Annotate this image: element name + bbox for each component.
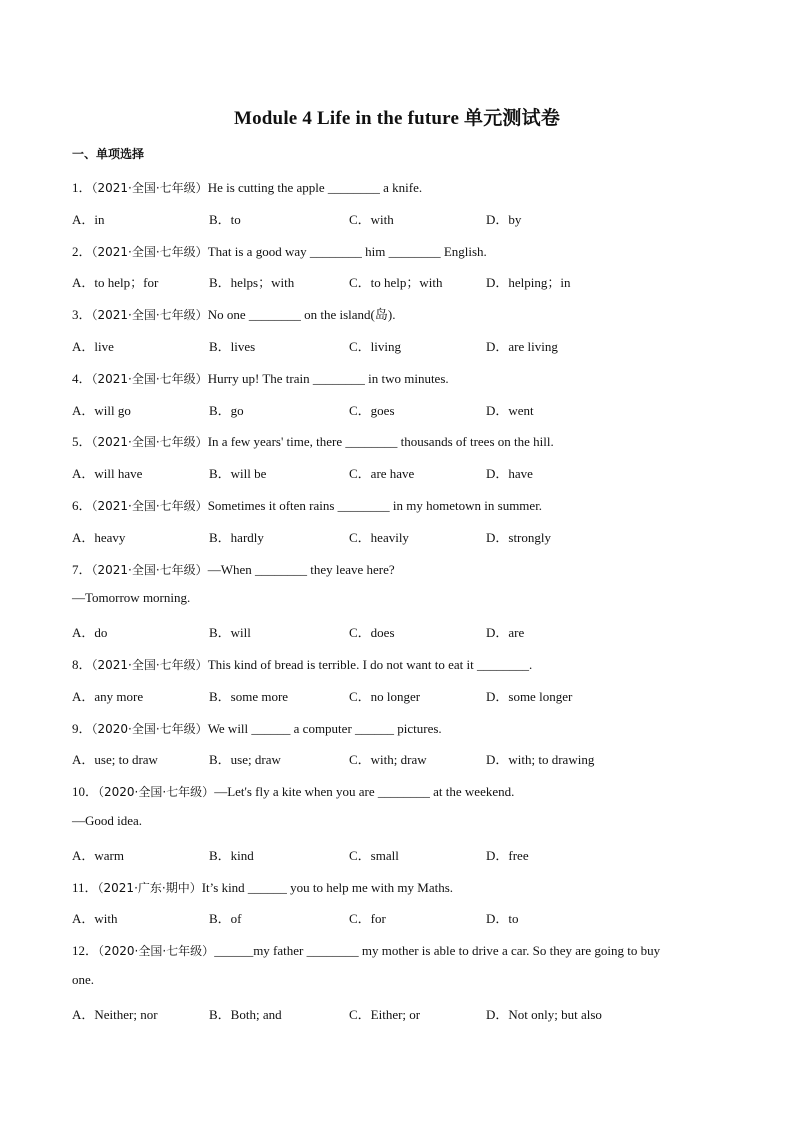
- question-number: 4．: [72, 370, 92, 386]
- question-stem: [72, 940, 660, 959]
- answer-option: A．heavy: [72, 529, 126, 545]
- answer-option: A．Neither; nor: [72, 1006, 158, 1022]
- answer-option: B．kind: [209, 847, 254, 863]
- question-number: 11．: [72, 879, 98, 895]
- section-heading: 一、单项选择: [72, 147, 145, 161]
- answer-option: B．will be: [209, 466, 267, 482]
- answer-option: B．will: [209, 625, 251, 641]
- answer-option: D．with; to drawing: [486, 752, 595, 768]
- answer-option: B．to: [209, 211, 241, 227]
- question-source: （2021·全国·七年级）: [91, 181, 208, 195]
- answer-option: D．helping；in: [486, 275, 571, 291]
- answer-option: B．hardly: [209, 529, 264, 545]
- question-text: That is a good way ________ him ________ English.: [207, 243, 487, 259]
- answer-option: C．small: [349, 847, 399, 863]
- question-source: （2021·全国·七年级）: [91, 371, 208, 386]
- question-text: He is cutting the apple ________ a knife.: [207, 180, 423, 195]
- question-number: 1．: [72, 180, 92, 195]
- answer-option: B．use; draw: [209, 752, 281, 768]
- question-stem: [72, 495, 542, 514]
- question-source: （2020·全国·七年级）: [98, 785, 215, 800]
- answer-option: C．goes: [349, 402, 395, 418]
- answer-option: A．will go: [72, 402, 131, 418]
- question-number: 8．: [72, 657, 92, 672]
- question-number: 7．: [72, 561, 92, 577]
- answer-option: C．Either; or: [349, 1006, 421, 1022]
- answer-option: B．of: [209, 911, 242, 927]
- answer-option: A．to help；for: [72, 275, 159, 291]
- question-source: （2021·全国·七年级）: [91, 435, 208, 450]
- question-text: Hurry up! The train ________ in two minutes.: [207, 370, 449, 386]
- answer-option: B．some more: [209, 688, 289, 704]
- question-source: （2021·全国·七年级）: [91, 499, 208, 513]
- answer-option: A．do: [72, 625, 108, 641]
- question-number: 5．: [72, 434, 92, 450]
- question-source: （2021·全国·七年级）: [91, 308, 208, 323]
- question-stem: [72, 781, 514, 800]
- answer-option: A．use; to draw: [72, 752, 158, 768]
- question-text: It’s kind ______ you to help me with my Maths.: [201, 879, 454, 895]
- question-stem: [72, 654, 532, 673]
- answer-option: D．free: [486, 847, 529, 863]
- question-number: 10．: [72, 784, 99, 800]
- question-continuation: one.: [72, 972, 95, 987]
- question-text: Sometimes it often rains ________ in my hometown in summer.: [207, 498, 543, 513]
- question-number: 9．: [72, 720, 92, 736]
- answer-option: C．with; draw: [349, 752, 427, 768]
- question-stem: [72, 431, 554, 450]
- question-text: This kind of bread is terrible. I do not want to eat it ________.: [207, 657, 533, 672]
- answer-option: A．will have: [72, 466, 143, 482]
- question-text: In a few years' time, there ________ thousands of trees on the hill.: [207, 434, 554, 450]
- question-stem: [72, 241, 487, 260]
- answer-option: B．helps；with: [209, 275, 295, 291]
- answer-option: B．go: [209, 402, 244, 418]
- question-number: 3．: [72, 307, 92, 323]
- question-stem: [72, 718, 442, 737]
- question-source: （2020·全国·七年级）: [98, 944, 215, 959]
- question-stem: [72, 368, 449, 387]
- question-continuation: —Tomorrow morning.: [72, 590, 191, 606]
- question-text: —When ________ they leave here?: [207, 561, 395, 577]
- answer-option: C．for: [349, 911, 386, 927]
- answer-option: C．with: [349, 211, 394, 227]
- question-text: —Let's fly a kite when you are ________ at the weekend.: [214, 784, 515, 800]
- answer-option: D．have: [486, 466, 533, 482]
- answer-option: C．no longer: [349, 688, 421, 704]
- question-stem: [72, 304, 395, 323]
- answer-option: D．to: [486, 911, 519, 927]
- question-number: 2．: [72, 243, 92, 259]
- answer-option: C．are have: [349, 466, 415, 482]
- answer-option: A．in: [72, 211, 105, 227]
- answer-option: A．any more: [72, 688, 144, 704]
- answer-option: D．Not only; but also: [486, 1006, 602, 1022]
- answer-option: C．does: [349, 625, 395, 641]
- question-text: ______my father ________ my mother is able to drive a car. So they are going to buy: [214, 943, 661, 959]
- answer-option: A．with: [72, 911, 118, 927]
- question-source: （2020·全国·七年级）: [91, 721, 208, 736]
- answer-option: C．living: [349, 339, 402, 354]
- answer-option: D．are living: [486, 339, 558, 354]
- question-stem: [72, 559, 395, 578]
- answer-option: C．heavily: [349, 529, 409, 545]
- question-text: No one ________ on the island(岛).: [207, 307, 396, 323]
- answer-option: D．strongly: [486, 529, 552, 545]
- question-stem: [72, 177, 422, 196]
- answer-option: A．warm: [72, 847, 124, 863]
- answer-option: B．Both; and: [209, 1006, 282, 1022]
- question-text: We will ______ a computer ______ pictures.: [207, 720, 442, 736]
- question-source: （2021·广东·期中）: [97, 880, 202, 895]
- question-stem: [72, 877, 453, 896]
- question-number: 12．: [72, 943, 99, 959]
- answer-option: D．some longer: [486, 688, 573, 704]
- question-source: （2021·全国·七年级）: [91, 658, 208, 672]
- answer-option: D．are: [486, 625, 525, 641]
- page-title: Module 4 Life in the future 单元测试卷: [233, 108, 561, 129]
- question-continuation: —Good idea.: [72, 813, 143, 828]
- question-source: （2021·全国·七年级）: [91, 562, 208, 577]
- answer-option: D．went: [486, 402, 534, 418]
- answer-option: C．to help；with: [349, 275, 443, 291]
- question-number: 6．: [72, 498, 92, 513]
- answer-option: D．by: [486, 211, 522, 227]
- question-source: （2021·全国·七年级）: [91, 244, 208, 259]
- answer-option: B．lives: [209, 339, 256, 354]
- answer-option: A．live: [72, 339, 114, 354]
